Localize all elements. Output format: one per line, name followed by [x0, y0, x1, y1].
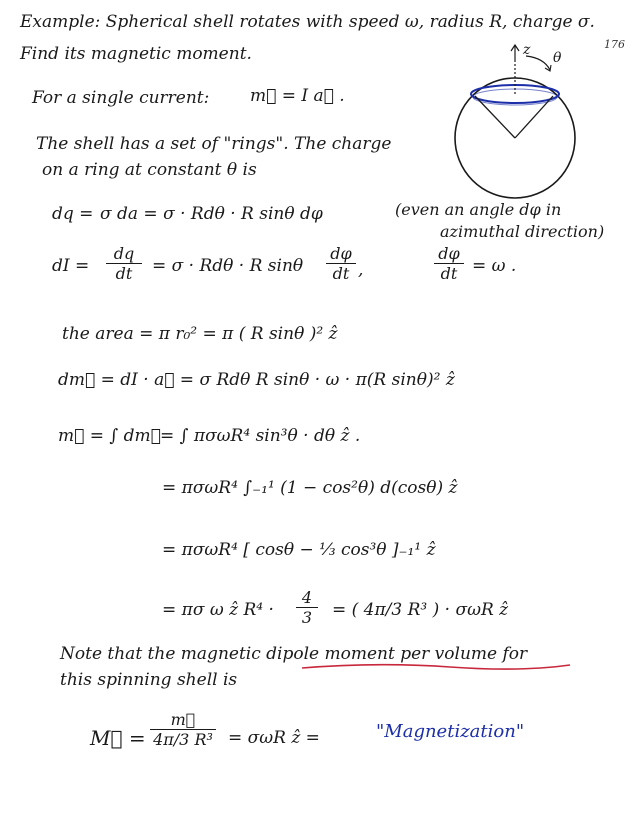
theta-arc — [526, 56, 550, 70]
intro-line-2: Find its magnetic moment. — [20, 44, 252, 64]
dphi-dt-num: dφ — [326, 244, 356, 264]
dq-dt-fraction — [106, 244, 142, 283]
dphi-def-den: dt — [440, 264, 458, 283]
magnetization-quote: "Magnetization" — [376, 721, 525, 742]
dphi-dt-fraction — [326, 244, 356, 283]
page-number: 176 — [604, 38, 625, 51]
theta-label: θ — [553, 50, 562, 66]
red-underline — [300, 660, 572, 672]
magnetization-mid: = σωR ẑ = — [228, 728, 320, 748]
z-axis-label: z — [523, 42, 531, 58]
m-over-volume-num: m⃗ — [150, 710, 216, 730]
dI-mid: = σ · Rdθ · R sinθ — [152, 256, 304, 276]
dphi-def-num: dφ — [434, 244, 464, 264]
four-thirds-num: 4 — [296, 588, 318, 608]
note-line-2: this spinning shell is — [60, 670, 238, 690]
dq-note-1: (even an angle dφ in — [395, 200, 562, 219]
m-over-volume-fraction — [150, 710, 216, 749]
note-line-1: Note that the magnetic dipole moment per volume for — [60, 644, 528, 664]
rings-line-2: on a ring at constant θ is — [42, 160, 257, 180]
intro-line-1: Example: Spherical shell rotates with speed ω, radius R, charge σ. — [20, 12, 595, 32]
dq-note-2: azimuthal direction) — [440, 222, 605, 241]
dI-lhs: dI = — [52, 256, 90, 276]
m-over-volume-den: 4π/3 R³ — [153, 730, 213, 749]
single-current-label: For a single current: — [32, 88, 210, 108]
dphi-dt-den: dt — [332, 264, 350, 283]
dq-dt-den: dt — [115, 264, 133, 283]
dq-rhs: σ da = σ · Rdθ · R sinθ dφ — [100, 204, 323, 224]
rings-line-1: The shell has a set of "rings". The charge — [36, 134, 392, 154]
four-thirds-fraction — [296, 588, 318, 627]
dI-tail: , — [358, 260, 364, 280]
step-2: = πσωR⁴ ∫₋₁¹ (1 − cos²θ) d(cosθ) ẑ — [162, 478, 458, 498]
area-line: the area = π r₀² = π ( R sinθ )² ẑ — [62, 324, 338, 344]
dphi-def-fraction — [434, 244, 464, 283]
step-3: = πσωR⁴ [ cosθ − ⅓ cos³θ ]₋₁¹ ẑ — [162, 540, 436, 560]
dq-lhs: dq = — [52, 204, 94, 224]
dm-line: dm⃗ = dI · a⃗ = σ Rdθ R sinθ · ω · π(R sinθ)² ẑ — [58, 370, 455, 390]
step-4-right: = ( 4π/3 R³ ) · σωR ẑ — [332, 600, 509, 620]
single-current-formula: m⃗ = I a⃗ . — [250, 86, 345, 106]
four-thirds-den: 3 — [301, 608, 313, 627]
m-integral-rhs: = ∫ πσωR⁴ sin³θ · dθ ẑ . — [160, 426, 361, 446]
magnetization-lhs: M⃗ = — [90, 726, 146, 750]
step-4-left: = πσ ω ẑ R⁴ · — [162, 600, 274, 620]
m-integral-lhs: m⃗ = ∫ dm⃗ — [58, 426, 161, 446]
sphere-diagram — [440, 40, 590, 205]
dq-dt-num: dq — [106, 244, 142, 264]
dphi-def-rhs: = ω . — [472, 256, 517, 276]
